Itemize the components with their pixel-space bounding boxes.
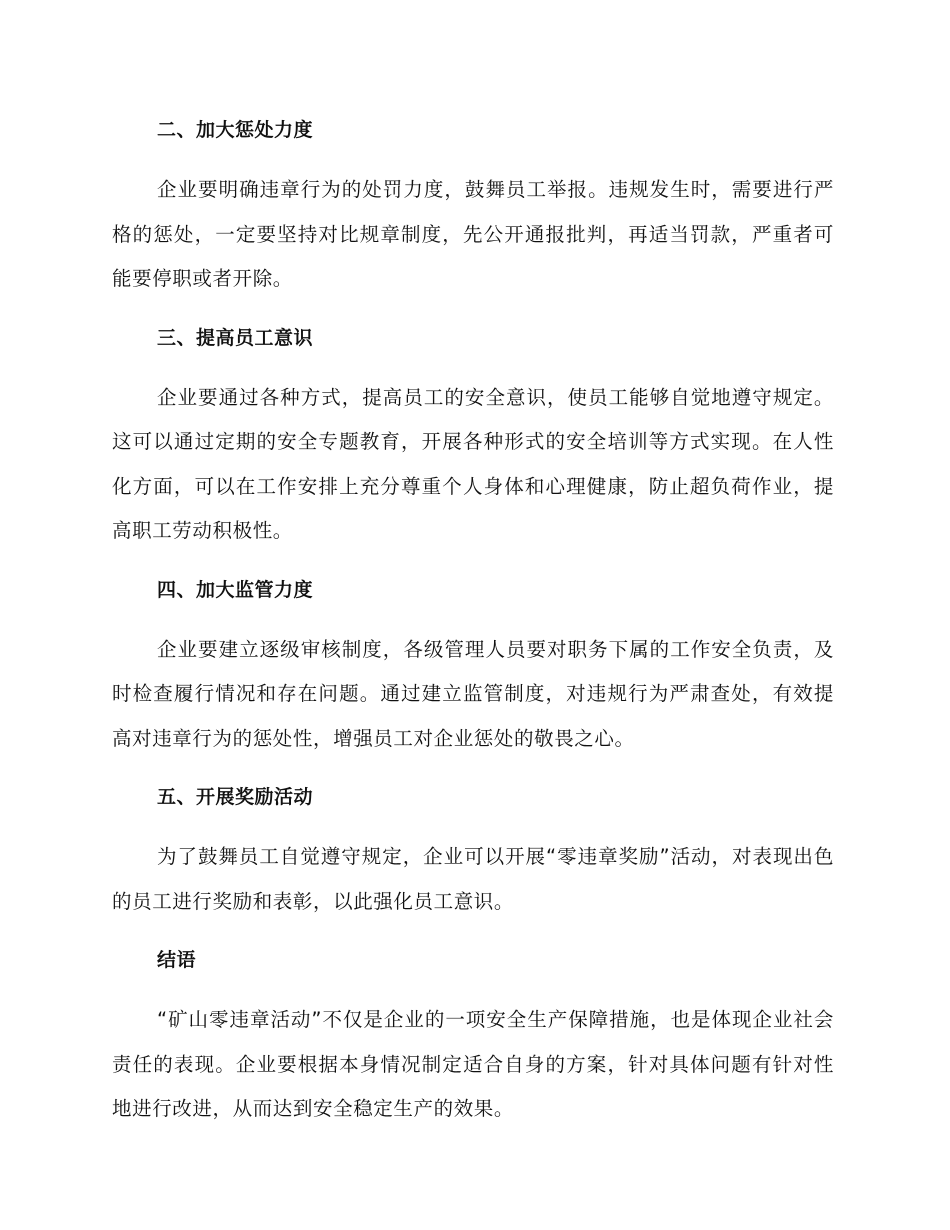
- section-heading: 五、开展奖励活动: [157, 786, 314, 808]
- section-paragraph: 企业要通过各种方式，提高员工的安全意识，使员工能够自觉地遵守规定。这可以通过定期的安全专题教育，开展各种形式的安全培训等方式实现。在人性化方面，可以在工作安排上充分尊重个人身体和心理健康，防止超负荷作业，提高职工劳动积极性。: [112, 385, 834, 542]
- section-conclusion: [112, 942, 834, 1132]
- section-paragraph: 企业要建立逐级审核制度，各级管理人员要对职务下属的工作安全负责，及时检查履行情况和存在问题。通过建立监管制度，对违规行为严肃查处，有效提高对违章行为的惩处性，增强员工对企业惩处的敬畏之心。: [112, 637, 834, 750]
- document-body: [112, 112, 834, 1150]
- section-awareness: [112, 320, 834, 554]
- section-heading: 三、提高员工意识: [157, 326, 314, 349]
- section-paragraph: 为了鼓舞员工自觉遵守规定，企业可以开展“零违章奖励”活动，对表现出色的员工进行奖励和表彰，以此强化员工意识。: [112, 845, 834, 913]
- section-supervision: [112, 572, 834, 762]
- section-heading: 结语: [157, 949, 197, 971]
- section-rewards: [112, 779, 834, 924]
- section-penalty: [112, 112, 834, 302]
- section-heading: 二、加大惩处力度: [157, 119, 314, 141]
- section-heading: 四、加大监管力度: [157, 578, 314, 601]
- section-paragraph: “矿山零违章活动”不仅是企业的一项安全生产保障措施，也是体现企业社会责任的表现。企业要根据本身情况制定适合自身的方案，针对具体问题有针对性地进行改进，从而达到安全稳定生产的效果。: [112, 1008, 834, 1120]
- section-paragraph: 企业要明确违章行为的处罚力度，鼓舞员工举报。违规发生时，需要进行严格的惩处，一定要坚持对比规章制度，先公开通报批判，再适当罚款，严重者可能要停职或者开除。: [112, 178, 834, 290]
